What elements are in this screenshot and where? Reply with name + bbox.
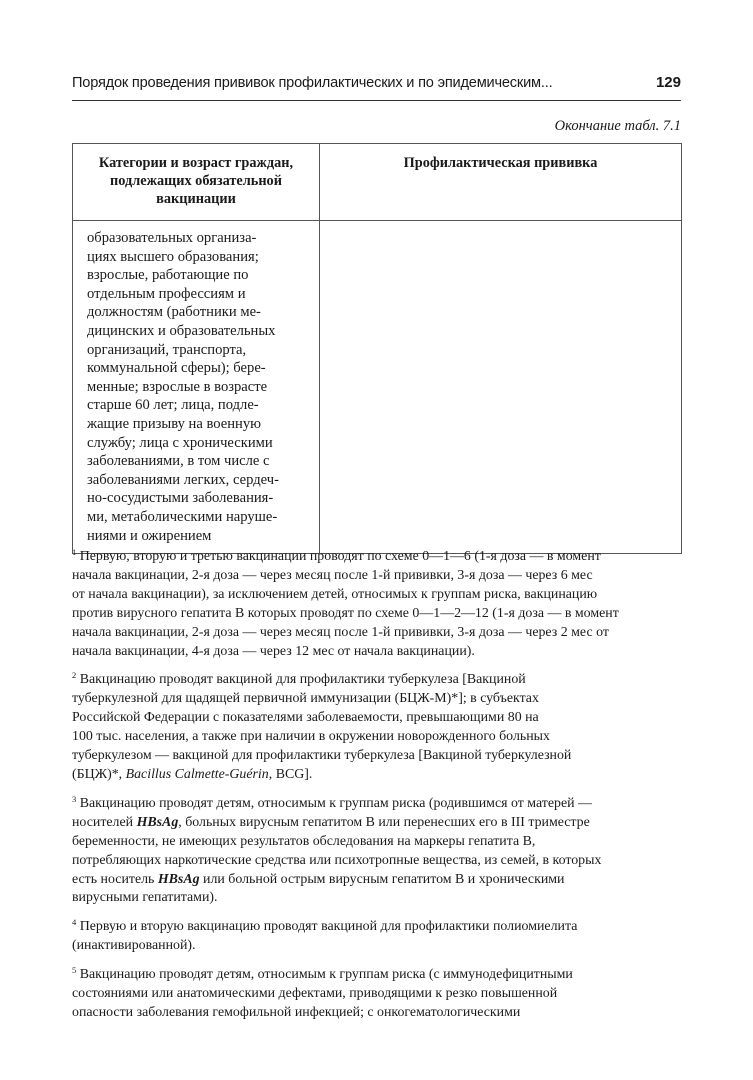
- table-caption: Окончание табл. 7.1: [554, 118, 681, 134]
- footnote-text: Вакцинацию проводят детям, относимым к группам риска (с иммунодефицитными: [79, 967, 573, 983]
- footnote-mark: 4: [72, 917, 77, 928]
- footnote-line: (инактивированной).: [72, 938, 196, 954]
- cell-line: ниями и ожирением: [87, 527, 212, 544]
- footnote-line: [72, 795, 684, 814]
- page-number: 129: [655, 74, 681, 91]
- cell-line: дицинских и образовательных: [87, 322, 276, 339]
- footnote-line: беременности, не имеющих результатов обследования на маркеры гепатита В,: [72, 833, 536, 849]
- footnote-text: Вакцинацию проводят вакциной для профилактики туберкулеза [Вакциной: [79, 672, 526, 688]
- footnote-line: есть носитель HBsAg или больной острым вирусным гепатитом В и хроническими: [72, 871, 565, 887]
- footnote-2: [72, 671, 684, 784]
- footnote-line: (БЦЖ)*, Bacillus Calmette-Guérin, BCG].: [72, 766, 313, 782]
- running-header-title: Порядок проведения прививок профилактических и по эпидемическим...: [72, 75, 553, 91]
- cell-line: менные; взрослые в возрасте: [87, 378, 268, 395]
- table-cell-categories: [73, 221, 320, 554]
- cell-line: взрослые, работающие по: [87, 267, 249, 284]
- cell-line: но-сосудистыми заболевания-: [87, 490, 274, 507]
- footnote-line: туберкулезом — вакциной для профилактики туберкулеза [Вакциной туберкулезной: [72, 748, 572, 764]
- table-header-row: [73, 144, 682, 221]
- cell-line: образовательных организа-: [87, 230, 257, 246]
- header-line: Профилактическая прививка: [403, 155, 598, 171]
- footnote-mark: 1: [72, 547, 77, 557]
- header-divider: [72, 100, 681, 101]
- footnote-1: [72, 548, 684, 661]
- cell-line: циях высшего образования;: [87, 248, 259, 265]
- footnote-mark: 5: [72, 965, 77, 976]
- footnote-line: потребляющих наркотические средства или психотропные вещества, из семей, в которых: [72, 852, 602, 868]
- column-header-categories: [73, 144, 320, 221]
- cell-line: заболеваниями легких, сердеч-: [87, 471, 279, 488]
- footnote-line: начала вакцинации, 2-я доза — через месяц после 1-й прививки, 3-я доза — через 6 мес: [72, 567, 593, 583]
- footnote-line: состояниями или анатомическими дефектами, приводящими к резко повышенной: [72, 986, 558, 1002]
- cell-line: ми, метаболическими наруше-: [87, 508, 278, 525]
- cell-line: коммунальной сферы); бере-: [87, 360, 266, 377]
- footnote-line: против вирусного гепатита В которых проводят по схеме 0—1—2—12 (1-я доза — в момент: [72, 605, 619, 621]
- cell-line: должностям (работники ме-: [87, 304, 261, 321]
- footnote-line: [72, 671, 684, 690]
- footnote-line: опасности заболевания гемофильной инфекцией; с онкогематологическими: [72, 1004, 521, 1020]
- footnote-text: Вакцинацию проводят детям, относимым к группам риска (родившимся от матерей —: [79, 795, 592, 811]
- footnote-line: [72, 918, 684, 937]
- footnote-line: начала вакцинации, 2-я доза — через месяц после 1-й прививки, 3-я доза — через 2 мес от: [72, 624, 609, 640]
- table-cell-vaccination: [320, 221, 682, 554]
- footnote-text: Первую и вторую вакцинацию проводят вакциной для профилактики полиомиелита: [79, 919, 578, 935]
- footnote-mark: 3: [72, 793, 77, 804]
- cell-line: организаций, транспорта,: [87, 341, 247, 358]
- footnote-line: 100 тыс. населения, а также при наличии в окружении новорожденного больных: [72, 729, 550, 745]
- footnote-3: [72, 795, 684, 908]
- header-line: Категории и возраст граждан,: [98, 155, 294, 171]
- header-line: вакцинации: [156, 191, 236, 207]
- cell-line: заболеваниями, в том числе с: [87, 453, 270, 470]
- cell-line: службу; лица с хроническими: [87, 434, 273, 451]
- footnote-line: вирусными гепатитами).: [72, 890, 218, 906]
- header-line: подлежащих обязательной: [110, 173, 282, 189]
- footnote-line: от начала вакцинации), за исключением детей, относимых к группам риска, вакцинацию: [72, 586, 598, 602]
- cell-line: старше 60 лет; лица, подле-: [87, 397, 259, 414]
- vaccination-table: [72, 143, 682, 554]
- footnote-text: Первую, вторую и третью вакцинации проводят по схеме 0—1—6 (1-я доза — в момент: [79, 549, 601, 564]
- footnote-line: туберкулезной для щадящей первичной иммунизации (БЦЖ-М)*]; в субъектах: [72, 691, 539, 707]
- footnote-line: Российской Федерации с показателями заболеваемости, превышающими 80 на: [72, 710, 539, 726]
- footnote-line: носителей HBsAg, больных вирусным гепатитом В или перенесших его в III триместре: [72, 814, 590, 830]
- footnote-line: начала вакцинации, 4-я доза — через 12 мес от начала вакцинации).: [72, 643, 475, 659]
- footnote-line: [72, 966, 684, 985]
- table-row: [73, 221, 682, 554]
- footnote-line: [72, 548, 684, 567]
- footnotes: [72, 548, 684, 1033]
- running-header: [72, 72, 681, 98]
- footnote-mark: 2: [72, 670, 77, 681]
- footnote-5: [72, 966, 684, 1023]
- column-header-vaccination: [320, 144, 682, 221]
- cell-line: жащие призыву на военную: [87, 415, 262, 432]
- footnote-4: [72, 918, 684, 956]
- cell-line: отдельным профессиям и: [87, 285, 246, 302]
